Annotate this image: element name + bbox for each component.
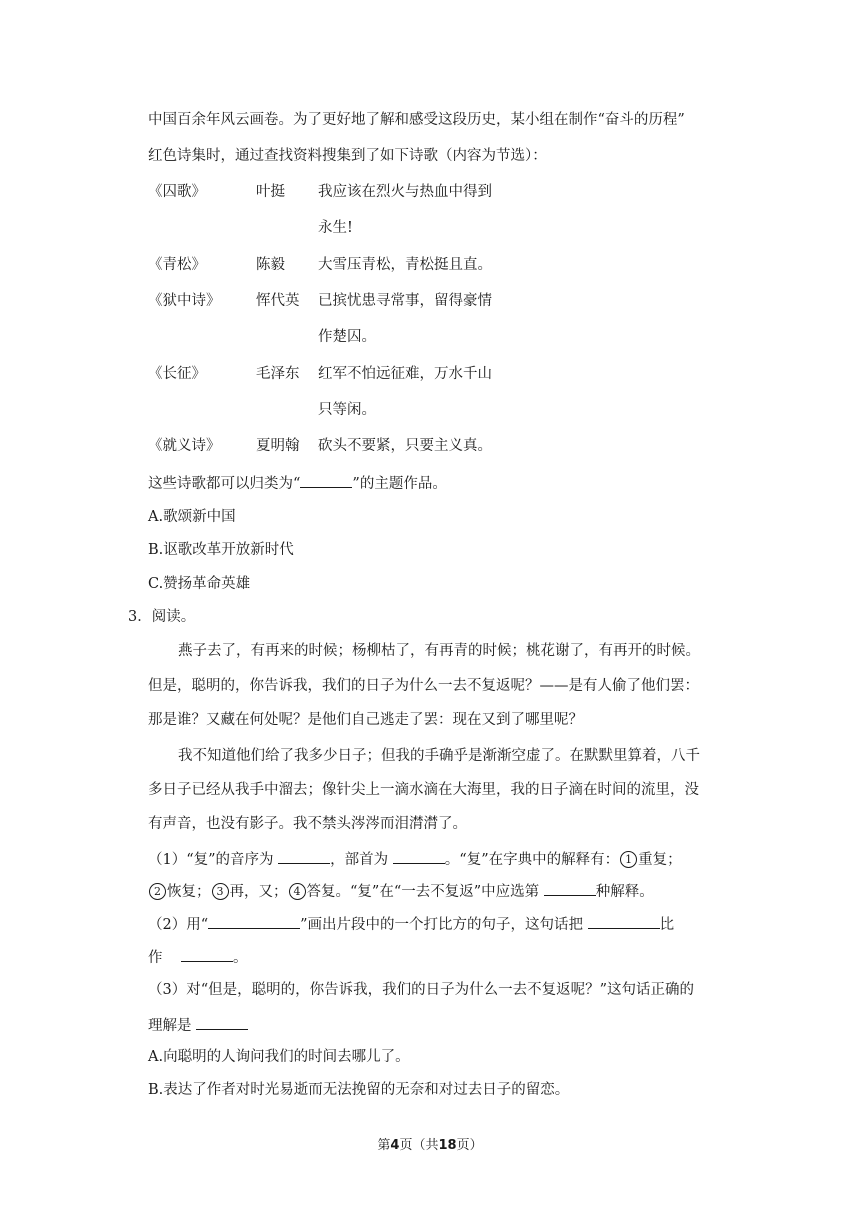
question-number: 3． (128, 609, 152, 625)
intro-line-2: 红色诗集时，通过查找资料搜集到了如下诗歌（内容为节选）： (148, 148, 547, 164)
sub-question-1-line-1 (148, 848, 682, 870)
poem-text-continued: 永生! (318, 220, 353, 236)
sub-question-text: （2）用“ (148, 917, 209, 933)
passage-line: 多日子已经从我手中溜去；像针尖上一滴水滴在大海里，我的日子滴在时间的流里，没 (148, 782, 699, 798)
poem-text: 红军不怕远征难，万水千山 (318, 366, 492, 382)
poem-text-continued: 只等闲。 (318, 402, 376, 418)
answer-blank[interactable] (278, 848, 330, 864)
poem-title: 《长征》 (148, 366, 206, 382)
option-b: B.讴歌改革开放新时代 (148, 542, 294, 558)
poem-title: 《青松》 (148, 257, 206, 273)
sub-question-text: 作 (148, 950, 163, 966)
stem-text: ”的主题作品。 (352, 476, 447, 492)
footer-text: 页（共 (399, 1138, 439, 1153)
sub-question-text: ，部首为 (330, 852, 389, 868)
poem-text: 砍头不要紧，只要主义真。 (318, 438, 492, 454)
poem-author: 夏明翰 (256, 438, 300, 454)
sub-question-text: 种解释。 (595, 884, 654, 900)
answer-blank[interactable] (196, 1014, 248, 1030)
poem-title: 《狱中诗》 (148, 293, 221, 309)
poem-title: 《就义诗》 (148, 438, 221, 454)
footer-text: 第 (377, 1138, 391, 1153)
sub-question-3-line-2 (148, 1014, 248, 1036)
question-stem (148, 472, 447, 494)
sub-question-text: 理解是 (148, 1018, 192, 1034)
intro-line-1: 中国百余年风云画卷。为了更好地了解和感受这段历史，某小组在制作“奋斗的历程” (148, 112, 685, 128)
answer-blank[interactable] (181, 946, 233, 962)
question-heading: 阅读。 (151, 609, 196, 625)
poem-author: 毛泽东 (256, 366, 300, 382)
sub-question-text: 比 (659, 917, 675, 933)
poem-author: 恽代英 (256, 293, 300, 309)
option-c: C.赞扬革命英雄 (148, 576, 251, 592)
circled-number: 3 (212, 883, 229, 900)
poem-author: 叶挺 (256, 184, 285, 200)
sub-question-text: 恢复； (167, 884, 211, 900)
sub-question-1-line-2 (148, 880, 654, 902)
poem-text-continued: 作楚囚。 (318, 329, 376, 345)
answer-blank[interactable] (544, 880, 596, 896)
underline-sample (208, 913, 300, 929)
poem-text: 大雪压青松，青松挺且直。 (318, 257, 492, 273)
option-a: A.歌颂新中国 (148, 509, 236, 525)
circled-number: 2 (149, 883, 166, 900)
poem-text: 我应该在烈火与热血中得到 (318, 184, 492, 200)
passage-line: 我不知道他们给了我多少日子；但我的手确乎是渐渐空虚了。在默默里算着，八千 (178, 748, 700, 764)
circled-number: 1 (620, 851, 637, 868)
sub-question-2-line-1 (148, 913, 674, 935)
answer-blank[interactable] (393, 848, 445, 864)
footer-text: 页） (456, 1138, 483, 1153)
page-total: 18 (438, 1138, 457, 1153)
page-number: 4 (390, 1138, 400, 1153)
passage-line: 但是，聪明的，你告诉我，我们的日子为什么一去不复返呢？——是有人偷了他们罢： (148, 678, 699, 694)
answer-blank[interactable] (300, 472, 352, 488)
passage-line: 有声音，也没有影子。我不禁头涔涔而泪潸潸了。 (148, 816, 467, 832)
sub-question-3-line-1: （3）对“但是，聪明的，你告诉我，我们的日子为什么一去不复返呢？”这句话正确的 (148, 982, 695, 998)
question-3-heading (128, 607, 195, 627)
stem-text: 这些诗歌都可以归类为“ (148, 476, 301, 492)
sub-question-2-line-2 (148, 946, 247, 968)
sub-question-text: 重复； (638, 852, 682, 868)
sub-question-text: 。 (232, 950, 248, 966)
option-a: A.向聪明的人询问我们的时间去哪儿了。 (148, 1049, 410, 1065)
sub-question-text: 。“复”在字典中的解释有： (444, 852, 620, 868)
page-footer (0, 1137, 860, 1155)
answer-blank[interactable] (588, 913, 660, 929)
sub-question-text: ”画出片段中的一个打比方的句子，这句话把 (300, 917, 584, 933)
sub-question-text: （1）“复”的音序为 (148, 852, 274, 868)
poem-author: 陈毅 (256, 257, 285, 273)
passage-line: 燕子去了，有再来的时候；杨柳枯了，有再青的时候；桃花谢了，有再开的时候。 (178, 643, 700, 659)
sub-question-text: 再，又； (229, 884, 288, 900)
circled-number: 4 (289, 883, 306, 900)
option-b: B.表达了作者对时光易逝而无法挽留的无奈和对过去日子的留恋。 (148, 1082, 570, 1098)
passage-line: 那是谁？又藏在何处呢？是他们自己逃走了罢：现在又到了哪里呢？ (148, 712, 583, 728)
poem-title: 《囚歌》 (148, 184, 206, 200)
sub-question-text: 答复。“复”在“一去不复返”中应选第 (306, 884, 540, 900)
poem-text: 已摈忧患寻常事，留得豪情 (318, 293, 492, 309)
